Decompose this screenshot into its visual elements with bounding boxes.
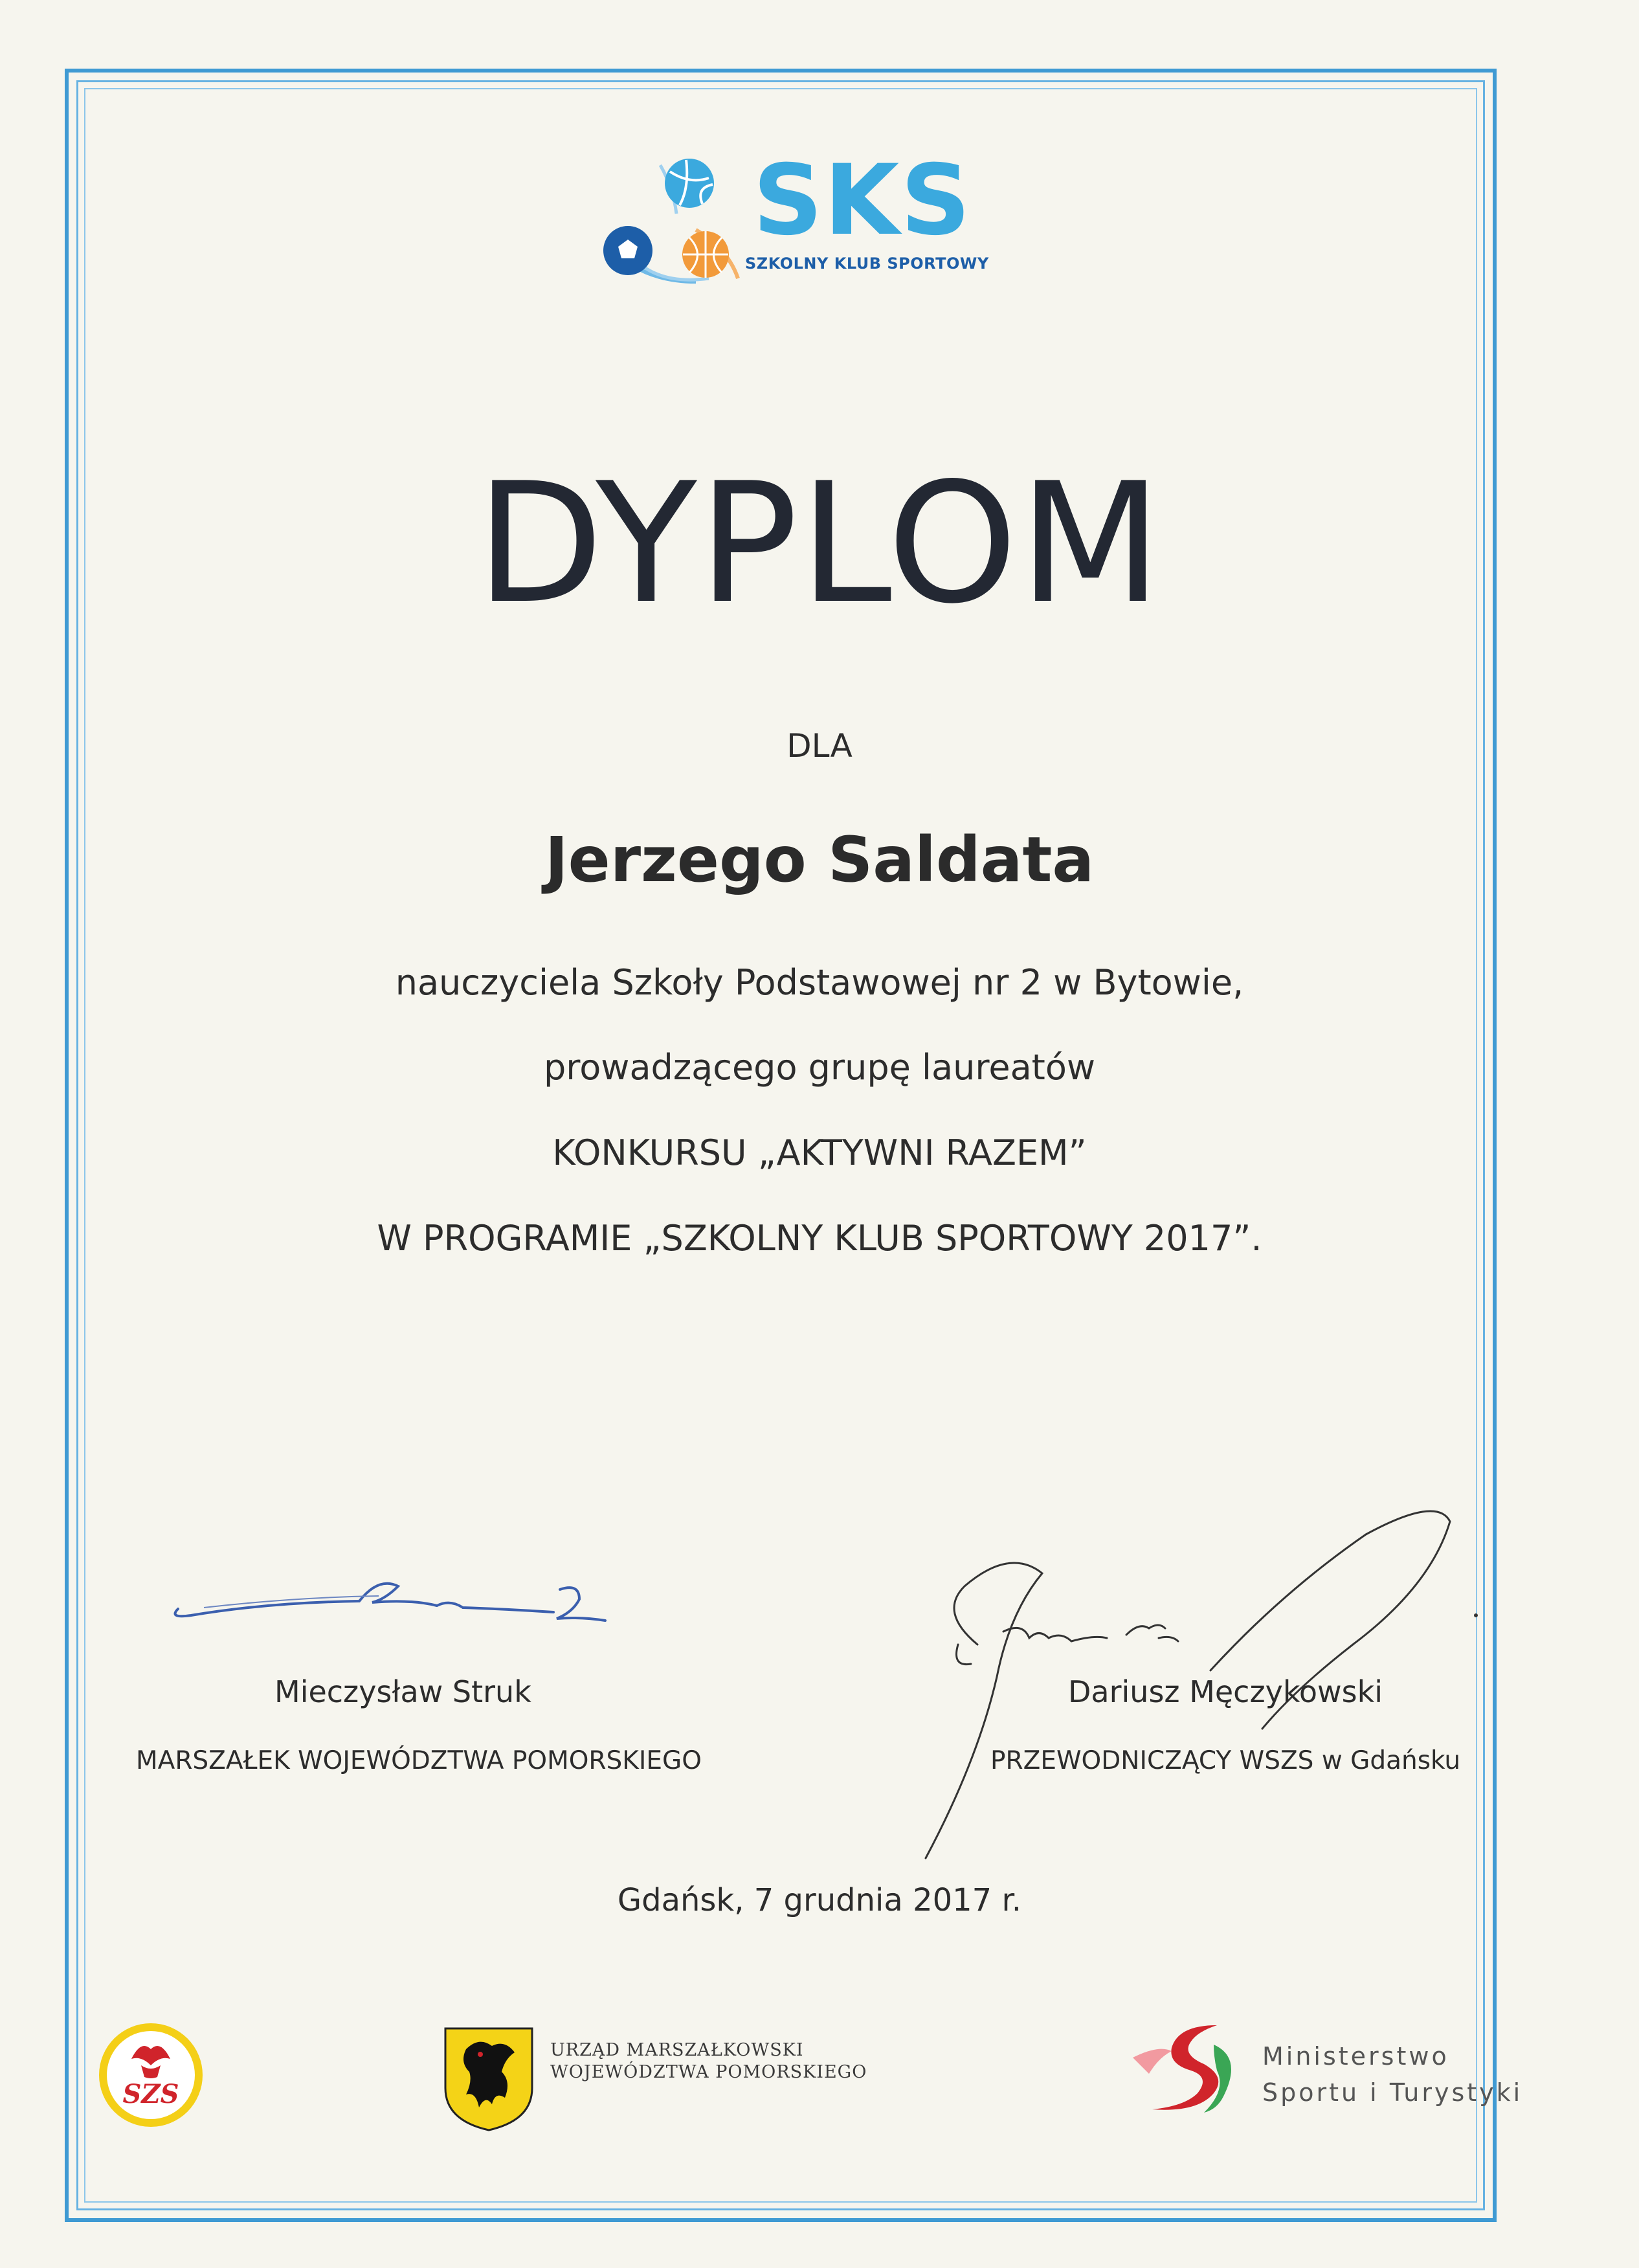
sks-logo-subtitle: SZKOLNY KLUB SPORTOWY (745, 254, 989, 273)
szs-logo-text: SZS (122, 2079, 179, 2109)
recipient-name: Jerzego Saldata (544, 824, 1095, 896)
urzad-marszalkowski-text (550, 2039, 867, 2083)
left-signatory-title: MARSZAŁEK WOJEWÓDZTWA POMORSKIEGO (136, 1746, 702, 1775)
for-label: DLA (786, 727, 853, 765)
left-signatory-name: Mieczysław Struk (274, 1674, 531, 1709)
body-line-4: W PROGRAMIE „SZKOLNY KLUB SPORTOWY 2017”. (377, 1218, 1262, 1259)
place-and-date: Gdańsk, 7 grudnia 2017 r. (617, 1882, 1022, 1918)
ministry-text (1262, 2038, 1522, 2111)
ministry-line-1: Ministerstwo (1262, 2042, 1449, 2071)
sks-logo (599, 144, 1013, 291)
sks-logo-text: SKS (753, 144, 972, 257)
ministry-line-2: Sportu i Turystyki (1262, 2078, 1523, 2107)
ministry-swoosh-icon (1120, 2019, 1249, 2116)
body-line-2: prowadzącego grupę laureatów (543, 1047, 1096, 1088)
urzad-line-1: URZĄD MARSZAŁKOWSKI (550, 2040, 804, 2060)
right-signatory-name: Dariusz Męczykowski (1068, 1674, 1383, 1709)
body-line-1: nauczyciela Szkoły Podstawowej nr 2 w Bytowie, (395, 962, 1244, 1003)
szs-logo (96, 2020, 206, 2130)
urzad-line-2: WOJEWÓDZTWA POMORSKIEGO (550, 2062, 867, 2082)
body-line-3: KONKURSU „AKTYWNI RAZEM” (552, 1132, 1087, 1173)
pomorskie-crest-icon (440, 2023, 537, 2133)
diploma-title: DYPLOM (476, 447, 1163, 640)
right-signatory-title: PRZEWODNICZĄCY WSZS w Gdańsku (990, 1746, 1461, 1775)
left-signature (165, 1538, 631, 1641)
